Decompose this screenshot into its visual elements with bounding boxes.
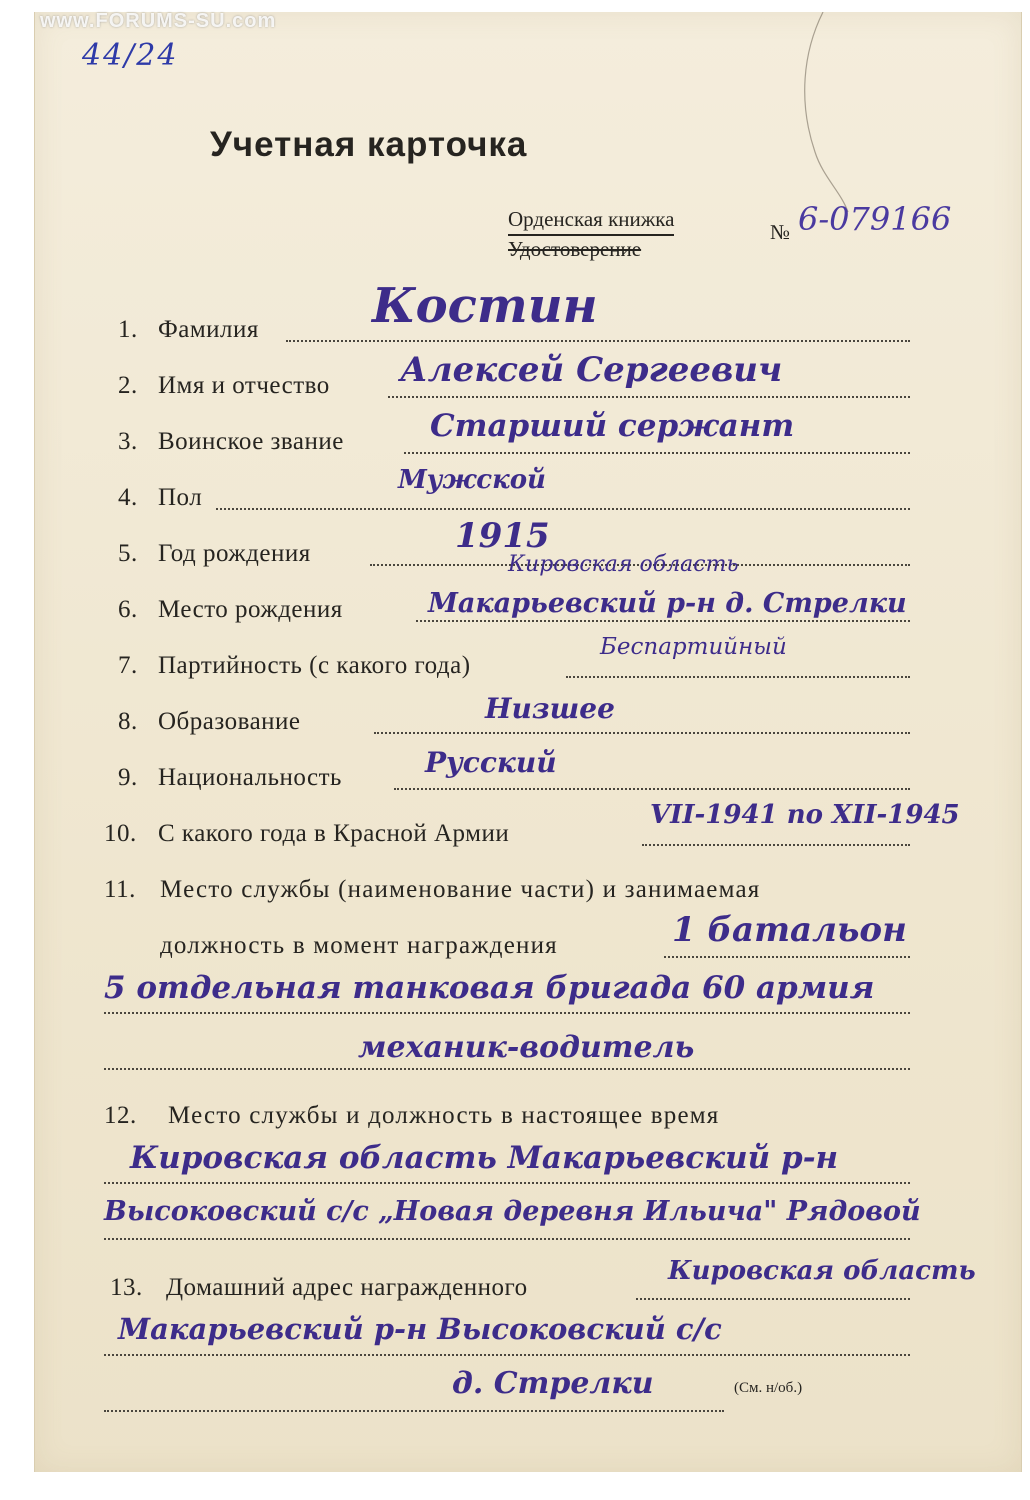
- field-4-value: Мужской: [398, 465, 546, 495]
- field-5-label: Год рождения: [158, 540, 311, 567]
- field-12-line: [104, 1182, 910, 1184]
- field-7-line: [566, 676, 910, 678]
- doc-type-certificate: Удостоверение: [508, 237, 642, 261]
- field-11-value: 1 батальон: [672, 910, 907, 950]
- field-2-number: 2.: [118, 372, 138, 399]
- field-10-value: VII-1941 по XII-1945: [650, 800, 960, 830]
- field-8-value: Низшее: [485, 692, 615, 725]
- field-6-number: 6.: [118, 596, 138, 623]
- field-7-value: Беспартийный: [600, 634, 787, 660]
- field-6-value-top: Кировская область: [508, 552, 739, 577]
- field-7-number: 7.: [118, 652, 138, 679]
- footer-note: (См. н/об.): [734, 1380, 803, 1396]
- field-1-number: 1.: [118, 316, 138, 343]
- field-7-label: Партийность (с какого года): [158, 652, 471, 679]
- field-13-label: Домашний адрес награжденного: [166, 1274, 528, 1301]
- field-4-line: [216, 508, 910, 510]
- field-13-line: [636, 1298, 910, 1300]
- field-6-value: Макарьевский р-н д. Стрелки: [428, 588, 907, 619]
- paper-crease: [793, 12, 853, 212]
- field-11-line-2: [104, 1012, 910, 1014]
- field-13-line-3: [104, 1410, 724, 1412]
- field-2-value: Алексей Сергеевич: [400, 350, 783, 390]
- watermark: www.FORUMS-SU.com: [40, 10, 277, 32]
- card-title: Учетная карточка: [210, 125, 528, 164]
- field-12-number: 12.: [104, 1102, 137, 1129]
- field-13-line-2: [104, 1354, 910, 1356]
- field-10-number: 10.: [104, 820, 137, 847]
- field-9-number: 9.: [118, 764, 138, 791]
- field-4-label: Пол: [158, 484, 203, 511]
- field-3-number: 3.: [118, 428, 138, 455]
- field-11-value-line3: механик-водитель: [358, 1030, 695, 1065]
- field-8-label: Образование: [158, 708, 301, 735]
- field-10-line: [642, 844, 910, 846]
- field-6-label: Место рождения: [158, 596, 343, 623]
- field-5-number: 5.: [118, 540, 138, 567]
- field-12-label: Место службы и должность в настоящее время: [168, 1102, 720, 1129]
- order-book-number: 6-079166: [798, 200, 952, 238]
- field-13-value-line2: Макарьевский р-н Высоковский с/с: [118, 1312, 722, 1346]
- field-10-label: С какого года в Красной Армии: [158, 820, 510, 847]
- field-1-line: [286, 340, 910, 342]
- field-11-line-3: [104, 1068, 910, 1070]
- field-6-line: [416, 620, 910, 622]
- field-8-number: 8.: [118, 708, 138, 735]
- field-1-label: Фамилия: [158, 316, 259, 343]
- doc-type-order-book: Орденская книжка: [508, 207, 674, 236]
- field-9-line: [394, 788, 910, 790]
- field-12-value: Кировская область Макарьевский р-н: [130, 1140, 839, 1176]
- field-4-number: 4.: [118, 484, 138, 511]
- field-5-value: 1915: [455, 516, 550, 556]
- field-11-number: 11.: [104, 876, 136, 903]
- field-1-value: Костин: [372, 278, 598, 334]
- field-8-line: [374, 732, 910, 734]
- number-label: №: [770, 220, 791, 244]
- field-12-value-line2: Высоковский с/с „Новая деревня Ильича" Рядовой: [104, 1196, 921, 1227]
- field-13-number: 13.: [110, 1274, 143, 1301]
- field-11-label-line2: должность в момент награждения: [160, 932, 558, 959]
- corner-note: 44/24: [82, 38, 179, 73]
- field-9-label: Национальность: [158, 764, 342, 791]
- field-11-value-line2: 5 отдельная танковая бригада 60 армия: [104, 970, 875, 1006]
- field-11-line: [664, 956, 910, 958]
- field-12-line-2: [104, 1238, 910, 1240]
- field-9-value: Русский: [425, 746, 557, 779]
- field-3-value: Старший сержант: [430, 408, 795, 444]
- field-3-line: [404, 452, 910, 454]
- field-13-value: Кировская область: [668, 1256, 976, 1286]
- field-13-value-line3: д. Стрелки: [452, 1366, 654, 1401]
- field-11-label: Место службы (наименование части) и занимаемая: [160, 876, 761, 903]
- field-3-label: Воинское звание: [158, 428, 344, 455]
- field-2-label: Имя и отчество: [158, 372, 330, 399]
- field-2-line: [388, 396, 910, 398]
